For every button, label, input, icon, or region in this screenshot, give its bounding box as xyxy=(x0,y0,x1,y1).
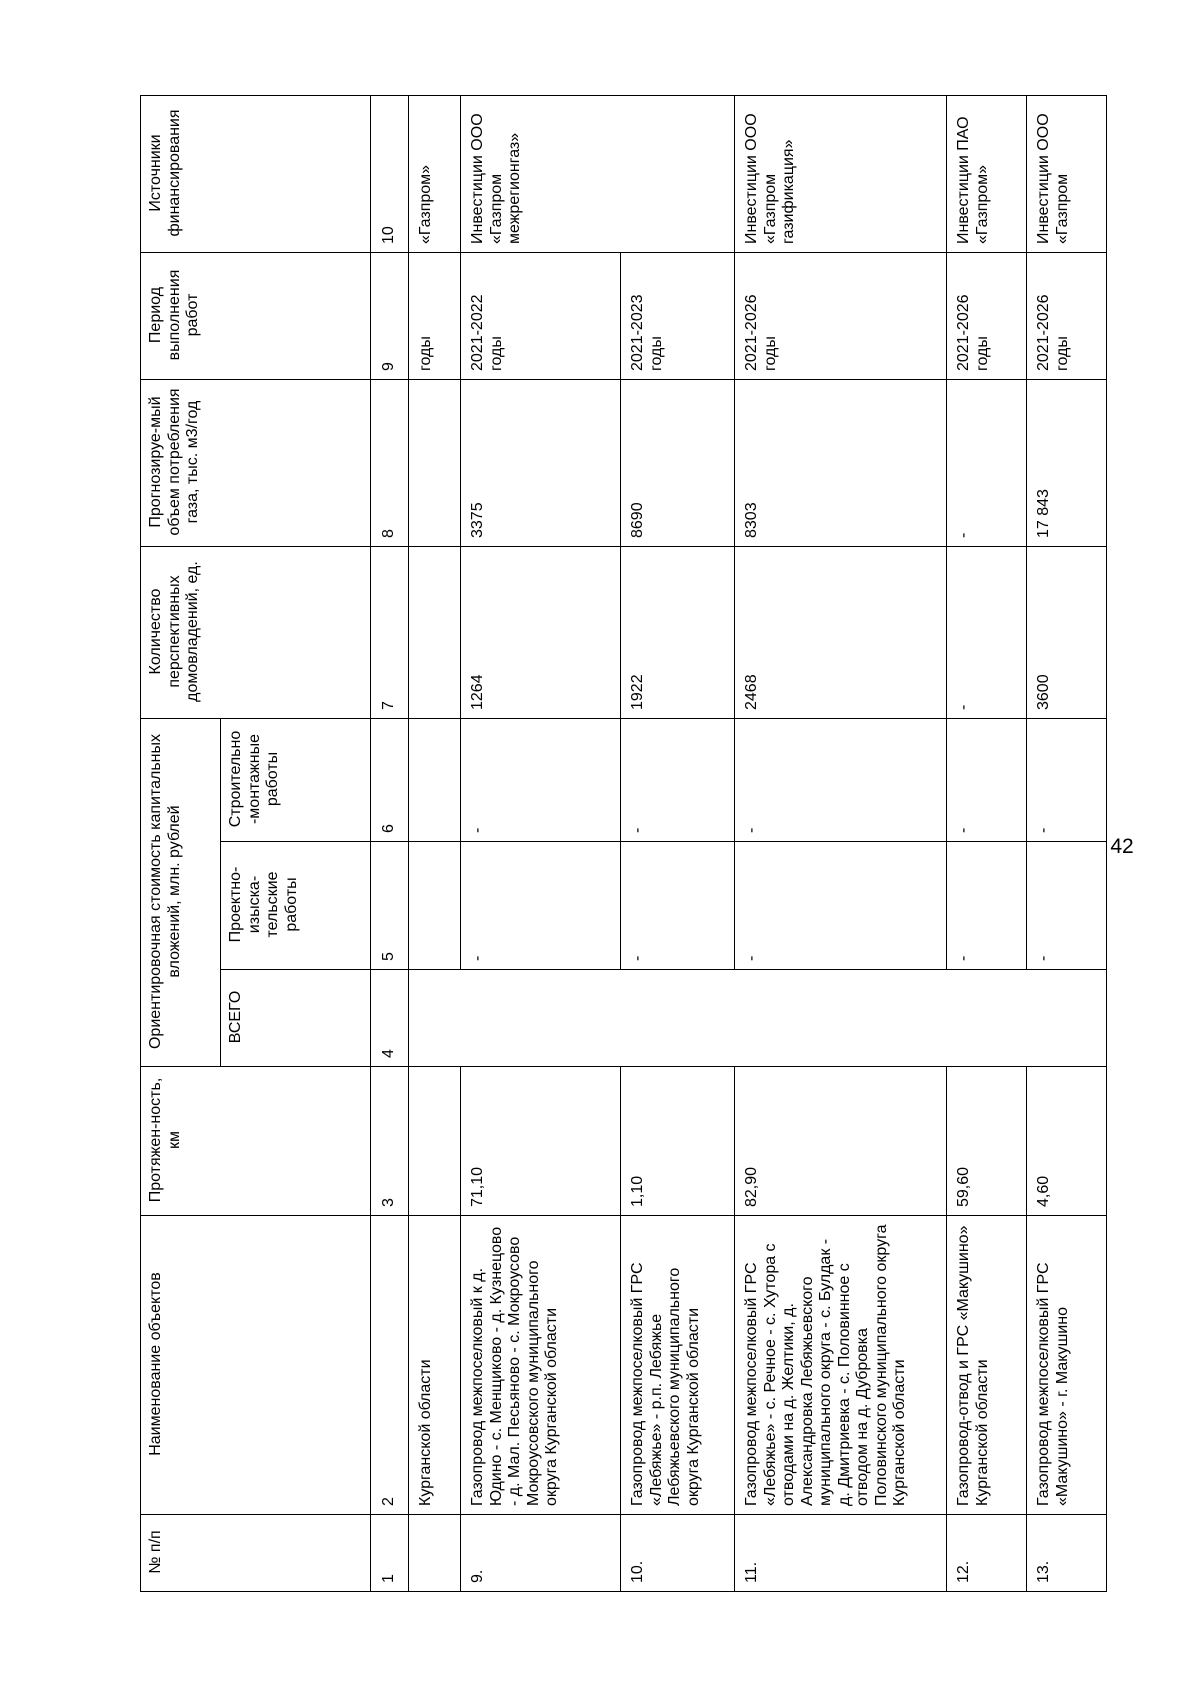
row-length: 71,10 xyxy=(461,1067,621,1216)
table-row xyxy=(1027,96,1107,1592)
row-design: - xyxy=(461,842,621,970)
carryover-source: «Газпром» xyxy=(409,96,461,253)
table-row xyxy=(947,96,1027,1592)
row-no: 12. xyxy=(947,1515,1027,1592)
row-households: 2468 xyxy=(735,547,947,719)
carryover-row xyxy=(409,96,461,1592)
row-period: 2021-2026 годы xyxy=(1027,253,1107,380)
row-total xyxy=(947,970,1027,1067)
row-name: Газопровод межпоселковый ГРС «Лебяжье» - р.п. Лебяжье Лебяжьевского муниципального округа Курганской области xyxy=(621,1216,735,1515)
column-number: 7 xyxy=(371,547,409,719)
carryover-design xyxy=(409,842,461,970)
carryover-construction xyxy=(409,719,461,842)
row-households: - xyxy=(947,547,1027,719)
header-households: Количество перспективных домовладений, ед. xyxy=(141,547,371,719)
header-sources: Источники финансирования xyxy=(141,96,371,253)
row-gas: 8690 xyxy=(621,380,735,547)
table-row xyxy=(621,96,735,1592)
row-total xyxy=(621,970,735,1067)
row-no: 11. xyxy=(735,1515,947,1592)
column-number-row xyxy=(371,96,409,1592)
page-number: 42 xyxy=(1110,835,1134,858)
column-number: 10 xyxy=(371,96,409,253)
row-design: - xyxy=(947,842,1027,970)
column-number: 8 xyxy=(371,380,409,547)
carryover-no xyxy=(409,1515,461,1592)
gasification-table xyxy=(140,95,1107,1592)
row-name: Газопровод межпоселковый ГРС «Макушино» - г. Макушино xyxy=(1027,1216,1107,1515)
row-name: Газопровод межпоселковый к д. Юдино - с. Менщиково - д. Кузнецово - д. Мал. Песьяново - с. Мокроусово Мокроусовского муниципального округа Курганской области xyxy=(461,1216,621,1515)
row-no: 13. xyxy=(1027,1515,1107,1592)
row-length: 59,60 xyxy=(947,1067,1027,1216)
row-construction: - xyxy=(947,719,1027,842)
row-length: 4,60 xyxy=(1027,1067,1107,1216)
carryover-period: годы xyxy=(409,253,461,380)
row-period: 2021-2026 годы xyxy=(947,253,1027,380)
row-length: 1,10 xyxy=(621,1067,735,1216)
header-no: № п/п xyxy=(141,1515,371,1592)
column-number: 9 xyxy=(371,253,409,380)
row-households: 3600 xyxy=(1027,547,1107,719)
row-name: Газопровод межпоселковый ГРС «Лебяжье» - с. Речное - с. Хутора с отводами на д. Желтики, д. Александровка Лебяжьевского муниципального округа - с. Булдак - д. Дмитриевка - с. Половинное с отводом на д. Дубровка Половинского муниципального округа Курганской области xyxy=(735,1216,947,1515)
row-period: 2021-2023 годы xyxy=(621,253,735,380)
table-row xyxy=(461,96,621,1592)
row-gas: 17 843 xyxy=(1027,380,1107,547)
row-period: 2021-2022 годы xyxy=(461,253,621,380)
row-source: Инвестиции ООО «Газпром xyxy=(1027,96,1107,253)
row-design: - xyxy=(1027,842,1107,970)
column-number: 6 xyxy=(371,719,409,842)
column-number: 1 xyxy=(371,1515,409,1592)
header-design: Проектно-изыска-тельские работы xyxy=(221,842,371,970)
row-total xyxy=(1027,970,1107,1067)
row-households: 1922 xyxy=(621,547,735,719)
header-cost-group: Ориентировочная стоимость капитальных вложений, млн. рублей xyxy=(141,719,221,1067)
row-period: 2021-2026 годы xyxy=(735,253,947,380)
row-source: Инвестиции ПАО «Газпром» xyxy=(947,96,1027,253)
column-number: 3 xyxy=(371,1067,409,1216)
header-length: Протяжен-ность, км xyxy=(141,1067,371,1216)
row-source: Инвестиции ООО «Газпром межрегионгаз» xyxy=(461,96,735,253)
row-total xyxy=(461,970,621,1067)
row-construction: - xyxy=(461,719,621,842)
carryover-total xyxy=(409,970,461,1067)
carryover-households xyxy=(409,547,461,719)
header-construction: Строительно -монтажные работы xyxy=(221,719,371,842)
row-construction: - xyxy=(735,719,947,842)
row-households: 1264 xyxy=(461,547,621,719)
row-source: Инвестиции ООО «Газпром газификация» xyxy=(735,96,947,253)
row-length: 82,90 xyxy=(735,1067,947,1216)
column-number: 2 xyxy=(371,1216,409,1515)
column-number: 4 xyxy=(371,970,409,1067)
header-name: Наименование объектов xyxy=(141,1216,371,1515)
row-gas: 3375 xyxy=(461,380,621,547)
header-gas-volume: Прогнозируе-мый объем потребления газа, тыс. м3/год xyxy=(141,380,371,547)
row-construction: - xyxy=(1027,719,1107,842)
row-gas: 8303 xyxy=(735,380,947,547)
column-number: 5 xyxy=(371,842,409,970)
row-name: Газопровод-отвод и ГРС «Макушино» Курганской области xyxy=(947,1216,1027,1515)
row-total xyxy=(735,970,947,1067)
table-row xyxy=(735,96,947,1592)
row-design: - xyxy=(621,842,735,970)
row-no: 10. xyxy=(621,1515,735,1592)
carryover-gas xyxy=(409,380,461,547)
row-no: 9. xyxy=(461,1515,621,1592)
carryover-length xyxy=(409,1067,461,1216)
header-period: Период выполнения работ xyxy=(141,253,371,380)
carryover-name: Курганской области xyxy=(409,1216,461,1515)
row-design: - xyxy=(735,842,947,970)
header-total: ВСЕГО xyxy=(221,970,371,1067)
row-construction: - xyxy=(621,719,735,842)
row-gas: - xyxy=(947,380,1027,547)
header-row-1 xyxy=(141,96,221,1592)
